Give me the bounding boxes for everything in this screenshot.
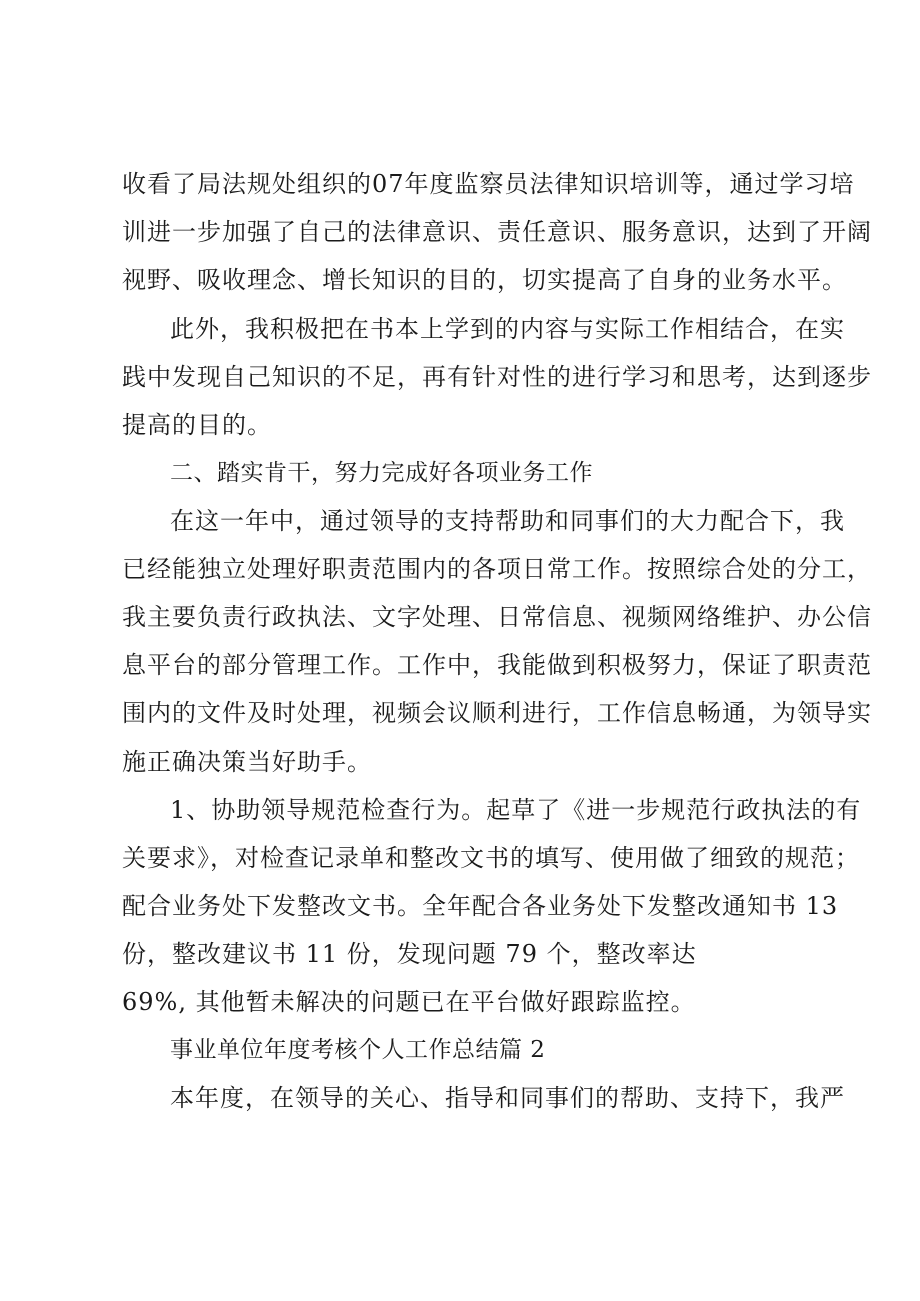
paragraph-line: 69%, 其他暂未解决的问题已在平台做好跟踪监控。 xyxy=(122,988,696,1016)
paragraph-line: 施正确决策当好助手。 xyxy=(122,748,372,776)
paragraph-line: 视野、吸收理念、增长知识的目的，切实提高了自身的业务水平。 xyxy=(122,266,847,294)
paragraph-line: 份，整改建议书 11 份，发现问题 79 个，整改率达 xyxy=(122,940,697,968)
paragraph-line: 训进一步加强了自己的法律意识、责任意识、服务意识，达到了开阔 xyxy=(122,218,872,246)
section-heading: 二、踏实肯干，努力完成好各项业务工作 xyxy=(170,460,593,486)
section-heading: 事业单位年度考核个人工作总结篇 2 xyxy=(170,1037,546,1063)
paragraph-line: 践中发现自己知识的不足，再有针对性的进行学习和思考，达到逐步 xyxy=(122,363,872,391)
paragraph-line: 收看了局法规处组织的07年度监察员法律知识培训等，通过学习培 xyxy=(122,170,855,198)
paragraph-line: 在这一年中，通过领导的支持帮助和同事们的大力配合下，我 xyxy=(170,507,845,535)
paragraph-line: 我主要负责行政执法、文字处理、日常信息、视频网络维护、办公信 xyxy=(122,603,872,631)
paragraph-line: 配合业务处下发整改文书。全年配合各业务处下发整改通知书 13 xyxy=(122,892,839,920)
paragraph-line: 息平台的部分管理工作。工作中，我能做到积极努力，保证了职责范 xyxy=(122,651,872,679)
paragraph-line: 此外，我积极把在书本上学到的内容与实际工作相结合，在实 xyxy=(170,315,845,343)
paragraph-line: 本年度，在领导的关心、指导和同事们的帮助、支持下，我严 xyxy=(170,1084,845,1112)
paragraph-line: 围内的文件及时处理，视频会议顺利进行，工作信息畅通，为领导实 xyxy=(122,699,872,727)
paragraph-line: 关要求》，对检查记录单和整改文书的填写、使用做了细致的规范； xyxy=(122,844,860,872)
paragraph-line: 已经能独立处理好职责范围内的各项日常工作。按照综合处的分工， xyxy=(122,555,872,583)
paragraph-line: 提高的目的。 xyxy=(122,411,272,439)
paragraph-line: 1、协助领导规范检查行为。起草了《进一步规范行政执法的有 xyxy=(170,796,862,824)
